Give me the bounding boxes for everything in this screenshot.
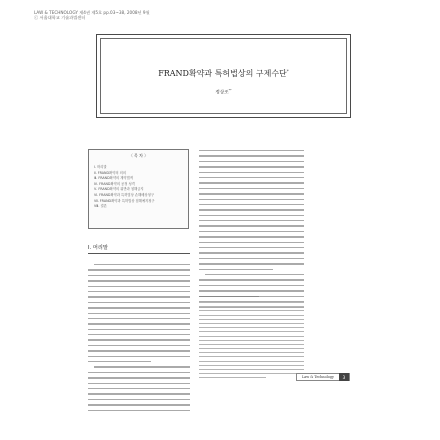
- text-line: [88, 302, 190, 303]
- text-line: [88, 361, 151, 362]
- text-line: [88, 307, 190, 308]
- text-line: [88, 291, 190, 292]
- toc-item[interactable]: Ⅱ. FRAND확약의 의의: [94, 170, 127, 175]
- text-line: [199, 252, 304, 253]
- text-line: [199, 231, 304, 232]
- toc-item[interactable]: Ⅷ. 결론: [94, 204, 107, 209]
- text-line: [199, 302, 304, 303]
- toc-item[interactable]: Ⅶ. FRAND확약과 특허법상 침해예지청구: [94, 198, 155, 203]
- text-line: [199, 340, 304, 341]
- text-line: [88, 323, 190, 324]
- text-line: [199, 225, 304, 226]
- toc-item[interactable]: Ⅰ. 머리말: [94, 165, 107, 169]
- text-line: [199, 177, 304, 178]
- text-line: [199, 344, 304, 345]
- text-line: [88, 388, 190, 389]
- author-name: 정상조: [215, 90, 229, 96]
- text-line: [199, 188, 304, 189]
- text-line: [199, 361, 304, 362]
- journal-header-line1: LAW & TECHNOLOGY 제4권 제5호 pp.03~38, 2008년 9월: [34, 10, 150, 15]
- footnotes: [199, 302, 304, 382]
- text-line: [199, 352, 304, 353]
- text-line: [88, 334, 190, 335]
- toc-list: [94, 165, 155, 210]
- page-footer-badge: [296, 373, 350, 381]
- text-line: [88, 275, 190, 276]
- text-line: [88, 329, 190, 330]
- text-line: [199, 166, 304, 167]
- text-line: [199, 199, 304, 200]
- text-line: [199, 377, 266, 378]
- table-of-contents: [88, 149, 189, 229]
- text-line: [199, 258, 304, 259]
- text-line: [88, 286, 190, 287]
- text-line: [88, 399, 190, 400]
- text-line: [199, 209, 304, 210]
- text-line: [88, 356, 190, 357]
- text-line: [88, 410, 190, 411]
- text-line: [199, 279, 304, 280]
- text-line: [88, 345, 190, 346]
- text-line: [88, 393, 190, 394]
- text-line: [88, 269, 190, 270]
- text-line: [199, 306, 304, 307]
- text-line: [88, 339, 190, 340]
- text-line: [199, 373, 304, 374]
- text-line: [199, 285, 304, 286]
- text-line: [199, 290, 304, 291]
- text-line: [199, 215, 304, 216]
- text-line: [199, 220, 304, 221]
- toc-item[interactable]: Ⅲ. FRAND확약의 계약법적: [94, 176, 134, 181]
- toc-item[interactable]: Ⅵ. FRAND확약과 특허법상 손해배상청구: [94, 192, 154, 197]
- text-line: [199, 310, 304, 311]
- journal-header: [34, 10, 150, 20]
- text-line: [88, 404, 190, 405]
- toc-title: 〈 목 차 〉: [128, 153, 149, 158]
- text-line: [94, 264, 190, 265]
- text-line: [88, 350, 190, 351]
- text-line: [199, 193, 304, 194]
- article-title-text: FRAND확약과 특허법상의 구제수단: [158, 69, 287, 78]
- text-line: [199, 150, 304, 151]
- text-line: [199, 327, 304, 328]
- footnote-divider: [199, 296, 259, 297]
- text-line: [199, 365, 304, 366]
- text-line: [199, 182, 304, 183]
- text-line: [199, 236, 304, 237]
- text-line: [199, 247, 304, 248]
- text-line: [94, 366, 190, 367]
- text-line: [199, 242, 304, 243]
- article-author: [97, 88, 350, 96]
- text-line: [88, 372, 190, 373]
- text-line: [199, 348, 304, 349]
- article-title-mark: *: [286, 68, 289, 74]
- text-line: [199, 315, 304, 316]
- text-line: [88, 318, 190, 319]
- body-text-left-column: [88, 264, 190, 415]
- text-line: [205, 274, 304, 275]
- text-line: [199, 263, 304, 264]
- author-mark: **: [228, 88, 232, 92]
- title-box: [96, 34, 351, 118]
- text-line: [199, 155, 304, 156]
- text-line: [199, 323, 304, 324]
- text-line: [199, 269, 273, 270]
- toc-item[interactable]: Ⅴ. FRAND확약의 위반과 침해금지: [94, 187, 144, 192]
- text-line: [88, 313, 190, 314]
- text-line: [199, 172, 304, 173]
- text-line: [88, 383, 190, 384]
- section-heading: Ⅰ. 머리말: [88, 244, 190, 254]
- body-text-right-column: [199, 150, 304, 312]
- page-number: 3: [339, 373, 349, 381]
- text-line: [199, 369, 304, 370]
- text-line: [199, 331, 304, 332]
- text-line: [88, 296, 190, 297]
- text-line: [199, 161, 304, 162]
- journal-header-line2: ⓒ 서울대학교 기술과법센터: [34, 15, 86, 21]
- text-line: [199, 319, 304, 320]
- text-line: [199, 356, 304, 357]
- footer-journal-name: Law & Technology: [302, 375, 334, 379]
- article-title: [97, 68, 350, 79]
- text-line: [88, 280, 190, 281]
- toc-item[interactable]: Ⅳ. FRAND확약의 공정 성격: [94, 181, 135, 186]
- text-line: [88, 377, 190, 378]
- text-line: [199, 336, 304, 337]
- text-line: [199, 204, 304, 205]
